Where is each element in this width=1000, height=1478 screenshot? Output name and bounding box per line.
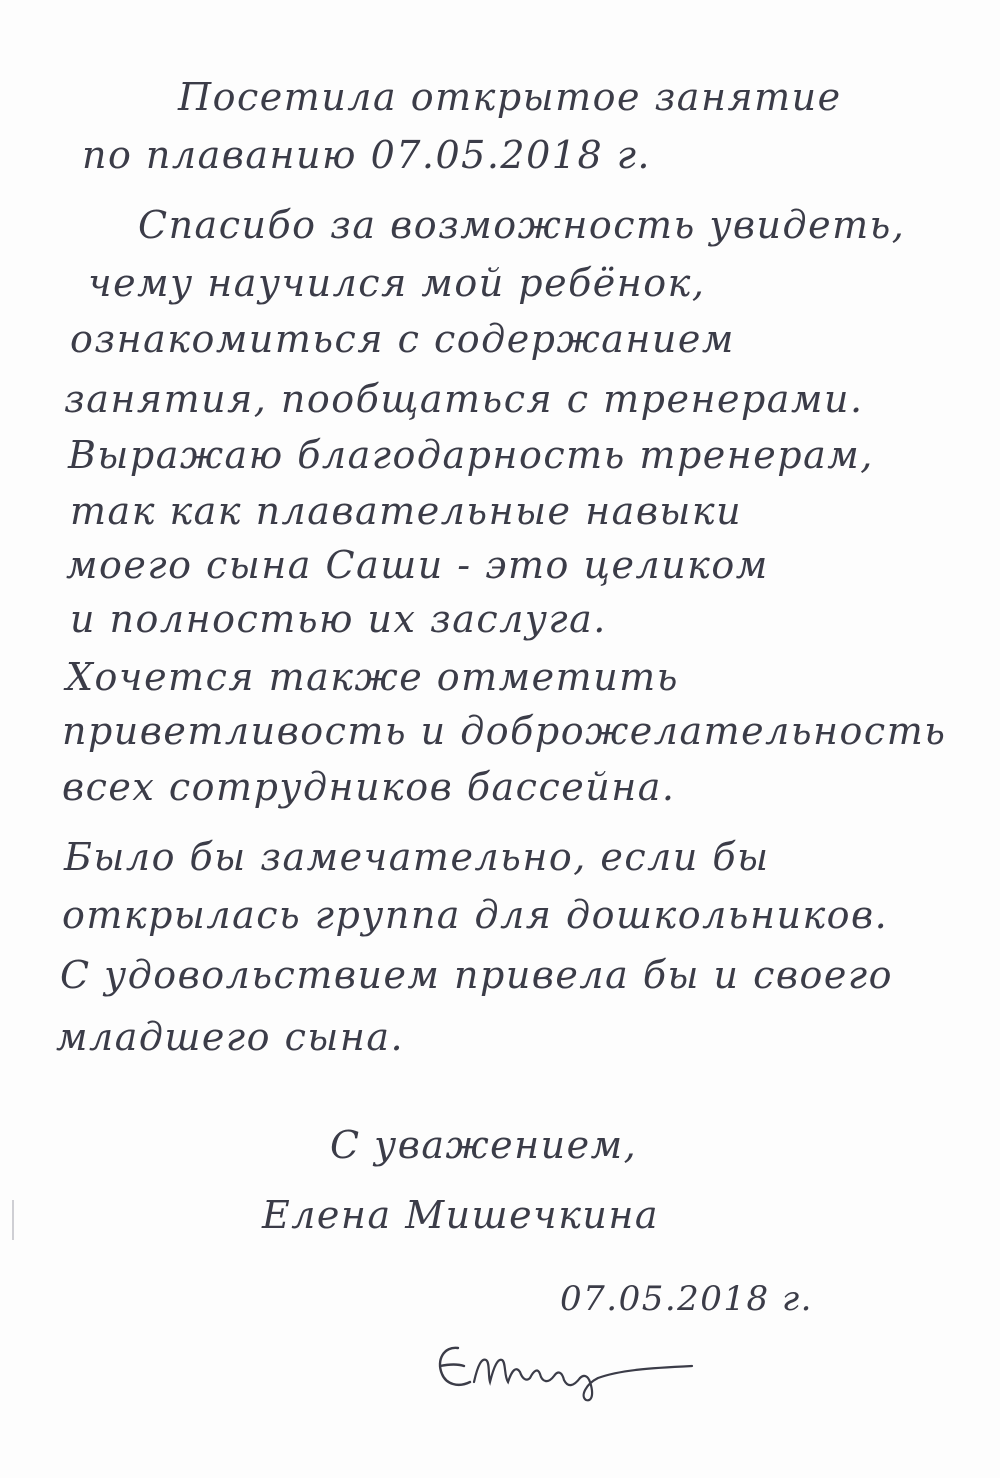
body-line-2: чему научился мой ребёнок, (88, 261, 706, 305)
body-line-11: всех сотрудников бассейна. (62, 765, 676, 809)
heading-line-1: Посетила открытое занятие (178, 75, 842, 119)
handwritten-signature (430, 1330, 700, 1410)
body-line-10: приветливость и доброжелательность (62, 709, 947, 753)
margin-mark (12, 1200, 14, 1240)
closing-line: С уважением, (330, 1123, 638, 1167)
letter-date: 07.05.2018 г. (560, 1279, 813, 1319)
body-line-15: младшего сына. (56, 1015, 405, 1059)
body-line-7: моего сына Саши - это целиком (66, 543, 769, 587)
body-line-9: Хочется также отметить (66, 655, 679, 699)
body-line-12: Было бы замечательно, если бы (64, 835, 770, 879)
body-line-4: занятия, пообщаться с тренерами. (64, 377, 864, 421)
body-line-5: Выражаю благодарность тренерам, (68, 433, 874, 477)
body-line-3: ознакомиться с содержанием (70, 317, 735, 361)
heading-line-2: по плаванию 07.05.2018 г. (82, 133, 651, 177)
body-line-6: так как плавательные навыки (70, 489, 743, 533)
body-line-14: С удовольствием привела бы и своего (60, 953, 893, 997)
body-line-8: и полностью их заслуга. (70, 597, 607, 641)
body-line-1: Спасибо за возможность увидеть, (138, 203, 906, 247)
author-name: Елена Мишечкина (262, 1193, 660, 1237)
body-line-13: открылась группа для дошкольников. (62, 893, 889, 937)
